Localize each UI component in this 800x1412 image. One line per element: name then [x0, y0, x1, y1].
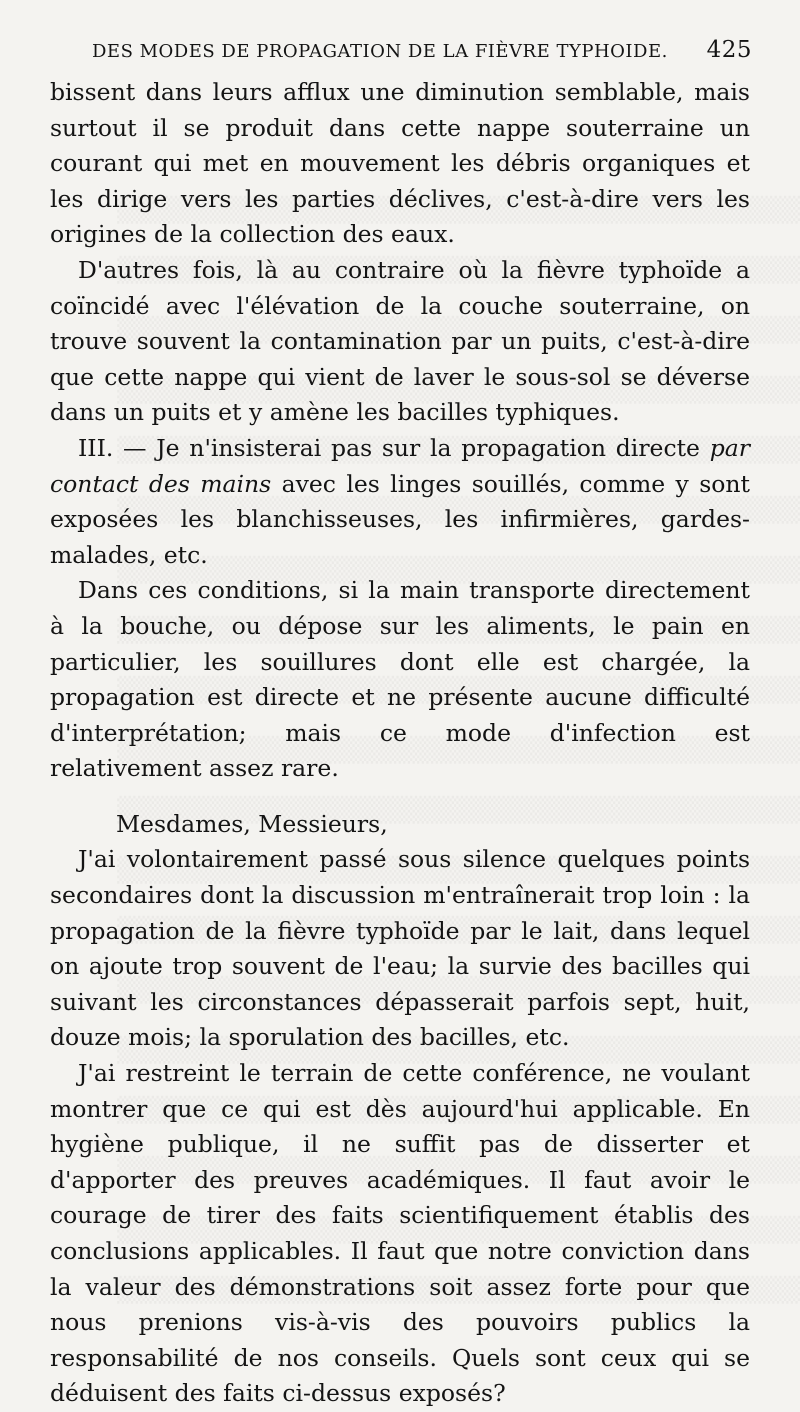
- running-title: DES MODES DE PROPAGATION DE LA FIÈVRE TYPHOIDE.: [92, 41, 668, 62]
- page-number: 425: [706, 37, 752, 63]
- paragraph-conclusion: J'ai restreint le terrain de cette conférence, ne voulant montrer que ce qui est dès aujourd'hui applicable. En hygiène publique, il ne suffit pas de disserter et d'apporter des preuves académiques. Il faut avoir le courage de tirer des faits scientifiquement établis des conclusions applicables. Il faut que notre conviction dans la valeur des démonstrations soit assez forte pour que nous prenions vis-à-vis des pouvoirs publics la responsabilité de nos conseils. Quels sont ceux qui se déduisent des faits ci-dessus exposés?: [50, 1059, 750, 1408]
- body-text: [50, 75, 750, 1412]
- running-head: [92, 37, 752, 63]
- paragraph-continuation: bissent dans leurs afflux une diminution semblable, mais surtout il se produit dans cette nappe souterraine un courant qui met en mouvement les débris organiques et les dirige vers les parties déclives, c'est-à-dire vers les origines de la collection des eaux.: [50, 78, 750, 249]
- paragraph-direct-contact: [50, 431, 750, 573]
- paragraph-water-table: D'autres fois, là au contraire où la fièvre typhoïde a coïncidé avec l'élévation de la couche souterraine, on trouve souvent la contamination par un puits, c'est-à-dire que cette nappe qui vient de laver le sous-sol se déverse dans un puits et y amène les bacilles typhiques.: [50, 255, 750, 427]
- paragraph-hand-transmission: Dans ces conditions, si la main transporte directement à la bouche, ou dépose sur les aliments, le pain en particulier, les souillures dont elle est chargée, la propagation est directe et ne présente aucune difficulté d'interprétation; mais ce mode d'infection est relativement assez rare.: [50, 576, 750, 783]
- salutation: Mesdames, Messieurs,: [116, 809, 388, 838]
- paragraph-direct-contact-start: III. — Je n'insisterai pas sur la propagation directe: [78, 433, 710, 462]
- paragraph-direct-contact-end: avec les linges souillés, comme y sont exposées les blanchisseuses, les infirmières, gardes-malades, etc.: [50, 469, 750, 569]
- paragraph-omitted-points: J'ai volontairement passé sous silence quelques points secondaires dont la discussion m'entraînerait trop loin : la propagation de la fièvre typhoïde par le lait, dans lequel on ajoute trop souvent de l'eau; la survie des bacilles qui suivant les circonstances dépasserait parfois sept, huit, douze mois; la sporulation des bacilles, etc.: [50, 845, 750, 1052]
- paragraph-direct-contact-emphasis: par contact des mains: [50, 433, 750, 498]
